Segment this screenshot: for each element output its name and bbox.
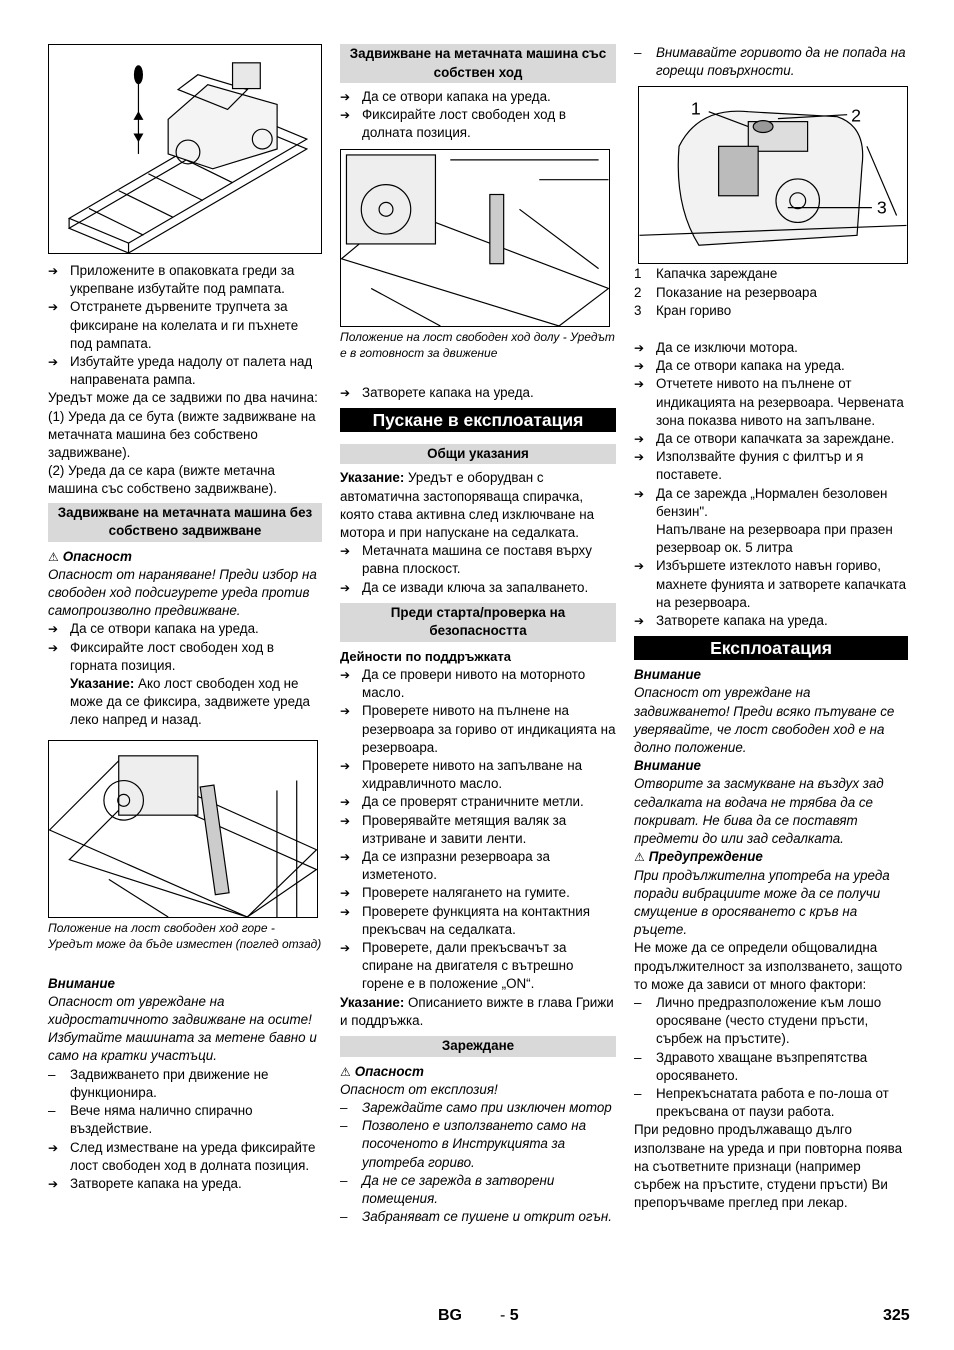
list-item: ➔ Да се отвори капака на уреда.	[48, 620, 322, 638]
danger-label: Опасност	[354, 1063, 424, 1079]
warning-text: При продължителна употреба на уреда поради вибрациите може да се получи смущение в оросяването с кръв на ръцете.	[634, 867, 890, 938]
steps-1	[340, 88, 616, 143]
subheading-refuel: Зареждане	[340, 1036, 616, 1057]
steps-2	[340, 384, 616, 402]
subheading-self-propelled: Задвижване на метачната машина със собствен ход	[340, 44, 616, 83]
figure-caption: Положение на лост свободен ход долу - Уредът е в готовност за движение	[340, 329, 615, 361]
list-item: ➔ Метачната машина се поставя върху равна плоскост.	[340, 542, 616, 578]
footer-section-number	[500, 1307, 519, 1325]
list-item: – Вече няма налично спирачно въздействие.	[48, 1102, 322, 1138]
list-item: ➔ Затворете капака на уреда.	[48, 1175, 322, 1193]
list-item: ➔ Да се извади ключа за запалването.	[340, 579, 616, 597]
attention-title: Внимание	[634, 667, 702, 683]
list-item: ➔ Фиксирайте лост свободен ход в горната позиция.	[48, 639, 322, 675]
list-item: ➔ Затворете капака на уреда.	[634, 612, 908, 630]
subheading-safety-check: Преди старта/проверка на безопасността	[340, 603, 616, 642]
steps-3	[48, 1139, 322, 1194]
warning-triangle-icon: ⚠	[340, 1064, 351, 1079]
paragraph: (2) Уреда да се кара (вижте метачна машина със собствено задвижване).	[48, 463, 277, 497]
danger-title	[340, 1063, 616, 1081]
list-item: ➔ Проверете нивото на пълнене на резервоара за гориво от индикацията на резервоара.	[340, 702, 616, 757]
list-item: – Здравото хващане възпрепятства оросяването.	[634, 1049, 908, 1085]
warning-label: Предупреждение	[648, 849, 763, 865]
list-item: ➔ Да се зарежда „Нормален безоловен бензин".	[634, 485, 908, 521]
list-item: ➔ Проверете, дали прекъсвачът за спиране на двигателя с вътрешно горене е в положение „ON“.	[340, 939, 616, 994]
list-item: ➔ Да се отвори капака на уреда.	[634, 357, 908, 375]
intro-steps	[48, 262, 322, 389]
legend-number: 2	[634, 284, 642, 300]
note	[48, 675, 322, 730]
paragraph: Не може да се определи общовалидна продължителност за използването, защото то може да зависи от много фактори:	[634, 940, 903, 992]
warning-triangle-icon: ⚠	[634, 850, 645, 865]
footer-number: 5	[509, 1307, 519, 1324]
list-item: ➔ Да се отвори капака на уреда.	[340, 88, 616, 106]
column-3	[634, 44, 908, 1212]
list-item: ➔ Да се изключи мотора.	[634, 339, 908, 357]
danger-label: Опасност	[62, 548, 132, 564]
attention-text: Опасност от увреждане на задвижването! Преди всяко пътуване се уверявайте, че лост свободен ход е на долно положение.	[634, 685, 895, 756]
list-item: ➔ Избършете изтеклото навън гориво, махнете фунията и затворете капачката на резервоара.	[634, 557, 908, 612]
legend-number: 1	[634, 266, 642, 282]
legend-item	[634, 284, 908, 302]
list-item: ➔ Да се проверят страничните метли.	[340, 793, 616, 811]
figure-label: 2	[851, 106, 862, 127]
figure-lever-up	[48, 740, 318, 918]
figure-label: 3	[876, 197, 887, 218]
legend-item	[634, 265, 908, 283]
legend-text: Показание на резервоара	[656, 284, 817, 300]
legend-item	[634, 302, 908, 320]
figure-lever-down	[340, 149, 610, 327]
list-item: ➔ Избутайте уреда надолу от палета над направената рампа.	[48, 353, 322, 389]
lever-up-illustration	[49, 741, 317, 917]
note	[340, 469, 616, 542]
note-text: Описанието вижте в глава Грижи и поддръжка.	[340, 994, 614, 1028]
list-item: ➔ Проверете нивото на запълване на хидравличното масло.	[340, 757, 616, 793]
warning-triangle-icon: ⚠	[48, 549, 59, 564]
list-item: – Непрекъснатата работа е по-лоша от прекъсвана от паузи работа.	[634, 1085, 908, 1121]
note-text: Ако лост свободен ход не може да се фиксира, задвижете уреда леко напред и назад.	[70, 676, 310, 728]
paragraph: (1) Уреда да се бута (вижте задвижване на метачната машина без собствено задвижване).	[48, 408, 316, 461]
steps-2	[48, 620, 322, 675]
list-item: ➔ Фиксирайте лост свободен ход в долната позиция.	[340, 106, 616, 142]
figure-legend	[634, 265, 908, 320]
column-2	[340, 44, 616, 1226]
note-label: Указание:	[340, 470, 405, 486]
fuel-tank-illustration	[639, 87, 907, 263]
list-item: ➔ Приложените в опаковката греди за укрепване избутайте под рампата.	[48, 262, 322, 298]
list-item: – Внимавайте горивото да не попада на горещи повърхности.	[634, 44, 908, 80]
page-number: 325	[883, 1307, 910, 1324]
dash-list	[48, 1066, 322, 1139]
list-item: ➔ Да се изпразни резервоара за изметеното.	[340, 848, 616, 884]
danger-list	[340, 1099, 616, 1226]
paragraph: Уредът може да се задвижи по два начина:	[48, 390, 318, 406]
list-item: – Да не се зарежда в затворени помещения.	[340, 1172, 616, 1208]
attention-text: Отворите за засмукване на въздух зад седалката на водача не трябва да се покриват. Не бива да се поставят предмети до или зад седалката.	[634, 776, 884, 847]
list-item: ➔ Да се отвори капачката за зареждане.	[634, 430, 908, 448]
fill-note: Напълване на резервоара при празен резервоар ок. 5 литра	[656, 522, 893, 556]
section-heading-operation: Експлоатация	[634, 636, 908, 660]
attention-title: Внимание	[634, 758, 702, 774]
list-item: – Лично предразположение към лошо оросяване (често студени пръсти, сърбеж на пръстите).	[634, 994, 908, 1049]
refuel-steps	[634, 339, 908, 521]
note	[340, 994, 616, 1030]
factor-list	[634, 994, 908, 1121]
subheading-general: Общи указания	[340, 444, 616, 465]
lever-down-illustration	[341, 150, 609, 326]
figure-caption: Положение на лост свободен ход горе - Уредът може да бъде изместен (поглед отзад)	[48, 920, 322, 952]
section-heading-commissioning: Пускане в експлоатация	[340, 408, 616, 432]
list-item: ➔ След изместване на уреда фиксирайте лост свободен ход в долната позиция.	[48, 1139, 322, 1175]
attention-title: Внимание	[48, 975, 116, 991]
paragraph: При редовно продължаващо дълго използване на уреда и при повторна поява на съответните признаци (например сърбеж на пръстите, студени пръсти) Ви препоръчваме преглед при лекар.	[634, 1122, 903, 1211]
list-item: – Задвижването при движение не функционира.	[48, 1066, 322, 1102]
list-item: ➔ Използвайте фуния с филтър и я поставете.	[634, 448, 908, 484]
dash-list-top	[634, 44, 908, 80]
list-item: ➔ Отстранете дървените трупчета за фиксиране на колелата и ги пъхнете под рампата.	[48, 298, 322, 353]
legend-number: 3	[634, 302, 642, 318]
maintenance-steps	[340, 666, 616, 994]
list-item: – Забраняват се пушене и открит огън.	[340, 1208, 616, 1226]
column-1	[48, 44, 322, 1193]
note-label: Указание:	[70, 676, 135, 692]
list-item: – Зареждайте само при изключен мотор	[340, 1099, 616, 1117]
figure-fuel-tank	[638, 86, 908, 264]
list-item: ➔ Проверявайте метящия валяк за изтриване и завити ленти.	[340, 812, 616, 848]
danger-text: Опасност от нараняване! Преди избор на свободен ход подсигурете уреда против самопроизволно предвижване.	[48, 566, 317, 619]
danger-text: Опасност от експлозия!	[340, 1081, 498, 1097]
attention-text: Опасност от увреждане на хидростатичното задвижване на осите! Избутайте машината за метене бавно и само на кратки участъци.	[48, 993, 317, 1064]
list-item: ➔ Да се провери нивото на моторното масло.	[340, 666, 616, 702]
warning-title	[634, 848, 908, 866]
list-item: ➔ Проверете налягането на гумите.	[340, 884, 616, 902]
legend-text: Кран гориво	[656, 302, 732, 318]
ramp-illustration	[49, 45, 321, 253]
footer-language: BG	[438, 1307, 462, 1324]
refuel-steps-2	[634, 557, 908, 630]
list-item: – Позволено е използването само на посоченото в Инструкцията за употреба гориво.	[340, 1117, 616, 1172]
list-item: ➔ Проверете функцията на контактния прекъсвач на седалката.	[340, 903, 616, 939]
list-item: ➔ Затворете капака на уреда.	[340, 384, 616, 402]
note-text: Уредът е оборудван с автоматична застопоряваща спирачка, която става активна след изключване на мотора и при напускане на седалката.	[340, 470, 595, 540]
figure-ramp-unloading	[48, 44, 322, 254]
list-item: ➔ Отчетете нивото на пълнене от индикацията на резервоара. Червената зона показва нивото на запълване.	[634, 375, 908, 430]
figure-label: 1	[690, 99, 701, 120]
footer-dash: -	[500, 1307, 510, 1324]
danger-title	[48, 548, 322, 566]
maintenance-title: Дейности по поддръжката	[340, 648, 511, 664]
subheading-push-mode: Задвижване на метачната машина без собствено задвижване	[48, 503, 322, 542]
note-label: Указание:	[340, 994, 405, 1010]
steps-3	[340, 542, 616, 597]
legend-text: Капачка зареждане	[656, 266, 778, 282]
